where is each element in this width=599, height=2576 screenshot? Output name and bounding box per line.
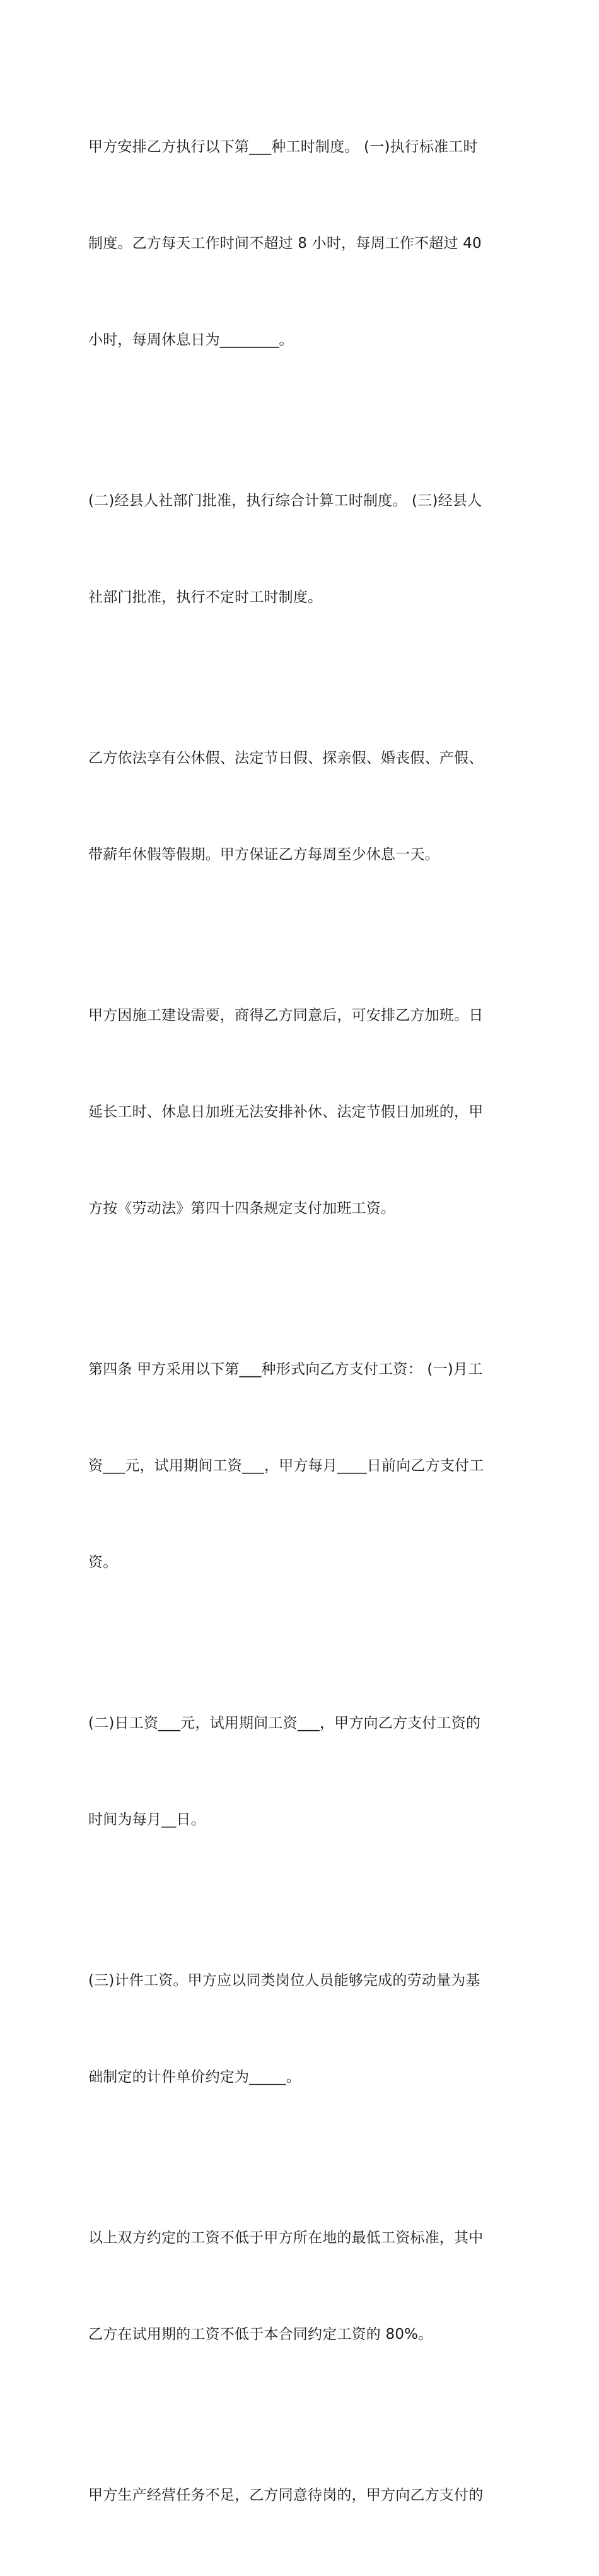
paragraph-minimum-wage bbox=[88, 2158, 512, 2415]
paragraph-article-four-wages bbox=[88, 1289, 512, 1643]
paragraph-overtime bbox=[88, 935, 512, 1289]
text-line: 时间为每月__日。 bbox=[88, 1812, 206, 1828]
text-line: 甲方安排乙方执行以下第___种工时制度。 (一)执行标准工时 bbox=[88, 139, 478, 155]
text-line: 资。 bbox=[88, 1554, 118, 1571]
text-line: 延长工时、休息日加班无法安排补休、法定节假日加班的，甲 bbox=[88, 1104, 484, 1120]
paragraph-holidays bbox=[88, 678, 512, 935]
text-line: 社部门批准，执行不定时工时制度。 bbox=[88, 589, 323, 606]
text-line: (三)计件工资。甲方应以同类岗位人员能够完成的劳动量为基 bbox=[88, 1972, 480, 1989]
paragraph-standby bbox=[88, 2415, 512, 2576]
text-line: (二)经县人社部门批准，执行综合计算工时制度。 (三)经县人 bbox=[88, 493, 482, 509]
paragraph-daily-wage bbox=[88, 1643, 512, 1900]
text-line: 甲方生产经营任务不足，乙方同意待岗的，甲方向乙方支付的 bbox=[88, 2487, 484, 2503]
text-line: 小时，每周休息日为________。 bbox=[88, 332, 294, 348]
text-line: 制度。乙方每天工作时间不超过 8 小时，每周工作不超过 40 bbox=[88, 235, 482, 252]
paragraph-work-hours-options bbox=[88, 421, 512, 678]
text-line: 础制定的计件单价约定为_____。 bbox=[88, 2069, 301, 2085]
text-line: 资___元，试用期间工资___，甲方每月____日前向乙方支付工 bbox=[88, 1458, 484, 1474]
paragraph-piece-wage bbox=[88, 1900, 512, 2158]
text-line: (二)日工资___元，试用期间工资___，甲方向乙方支付工资的 bbox=[88, 1715, 481, 1731]
text-line: 以上双方约定的工资不低于甲方所在地的最低工资标准，其中 bbox=[88, 2230, 484, 2246]
text-line: 乙方依法享有公休假、法定节日假、探亲假、婚丧假、产假、 bbox=[88, 750, 484, 766]
text-line: 方按《劳动法》第四十四条规定支付加班工资。 bbox=[88, 1200, 396, 1217]
paragraph-work-hours bbox=[88, 67, 512, 421]
text-line: 乙方在试用期的工资不低于本合同约定工资的 80%。 bbox=[88, 2326, 433, 2343]
text-line: 第四条 甲方采用以下第___种形式向乙方支付工资： (一)月工 bbox=[88, 1361, 483, 1378]
text-line: 甲方因施工建设需要，商得乙方同意后，可安排乙方加班。日 bbox=[88, 1007, 484, 1024]
text-line: 带薪年休假等假期。甲方保证乙方每周至少休息一天。 bbox=[88, 846, 439, 863]
document-body bbox=[88, 67, 512, 2576]
